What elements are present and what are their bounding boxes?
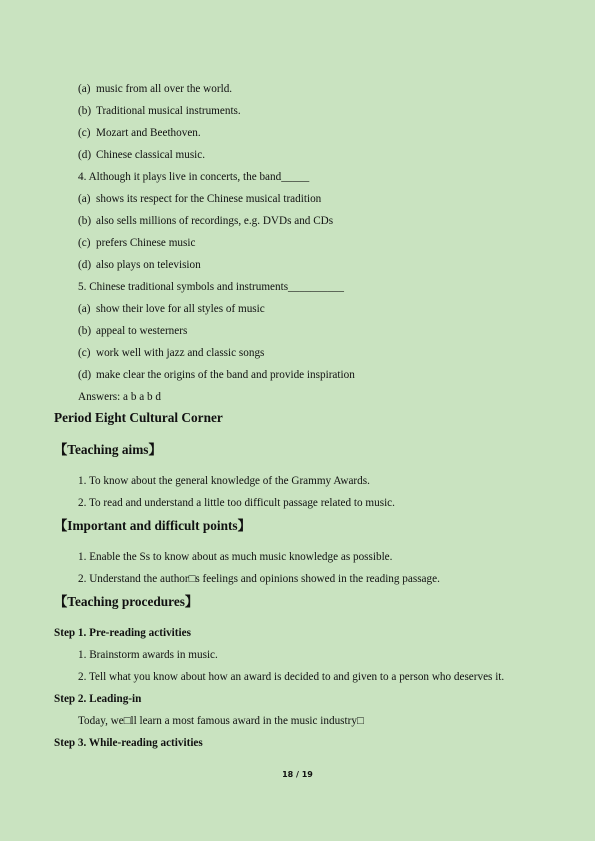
step1-title: Step 1. Pre-reading activities [54, 627, 191, 639]
q4-stem: 4. Although it plays live in concerts, the band_____ [78, 171, 310, 183]
q5-stem: 5. Chinese traditional symbols and instruments__________ [78, 281, 344, 293]
answers-line: Answers: a b a b d [78, 391, 161, 403]
page-number: 18 / 19 [282, 770, 313, 779]
point-item: 2. Understand the author□s feelings and opinions showed in the reading passage. [78, 573, 440, 585]
step2-text: Today, we□ll learn a most famous award in the music industry□ [78, 715, 364, 727]
section-title: Period Eight Cultural Corner [54, 410, 223, 425]
q3-option-d: (d) Chinese classical music. [78, 149, 206, 161]
q3-option-a: (a) music from all over the world. [78, 83, 233, 95]
q5-option-c: (c) work well with jazz and classic songs [78, 347, 265, 359]
step1-item: 1. Brainstorm awards in music. [78, 649, 218, 661]
q4-option-a: (a) shows its respect for the Chinese musical tradition [78, 193, 322, 205]
q4-option-d: (d) also plays on television [78, 259, 201, 271]
q5-option-b: (b) appeal to westerners [78, 325, 188, 337]
q5-option-d: (d) make clear the origins of the band and provide inspiration [78, 369, 355, 381]
point-item: 1. Enable the Ss to know about as much music knowledge as possible. [78, 551, 393, 563]
procedures-heading: 【Teaching procedures】 [54, 594, 199, 609]
q4-option-b: (b) also sells millions of recordings, e.g. DVDs and CDs [78, 215, 334, 227]
q4-option-c: (c) prefers Chinese music [78, 237, 196, 249]
step3-title: Step 3. While-reading activities [54, 737, 203, 749]
step1-item: 2. Tell what you know about how an award is decided to and given to a person who deserves it. [78, 671, 505, 683]
teaching-aim-item: 1. To know about the general knowledge of the Grammy Awards. [78, 475, 370, 487]
teaching-aim-item: 2. To read and understand a little too difficult passage related to music. [78, 497, 395, 509]
points-heading: 【Important and difficult points】 [54, 518, 251, 533]
q3-option-c: (c) Mozart and Beethoven. [78, 127, 201, 139]
step2-title: Step 2. Leading-in [54, 693, 142, 705]
q3-option-b: (b) Traditional musical instruments. [78, 105, 241, 117]
q5-option-a: (a) show their love for all styles of music [78, 303, 265, 315]
teaching-aims-heading: 【Teaching aims】 [54, 442, 162, 457]
